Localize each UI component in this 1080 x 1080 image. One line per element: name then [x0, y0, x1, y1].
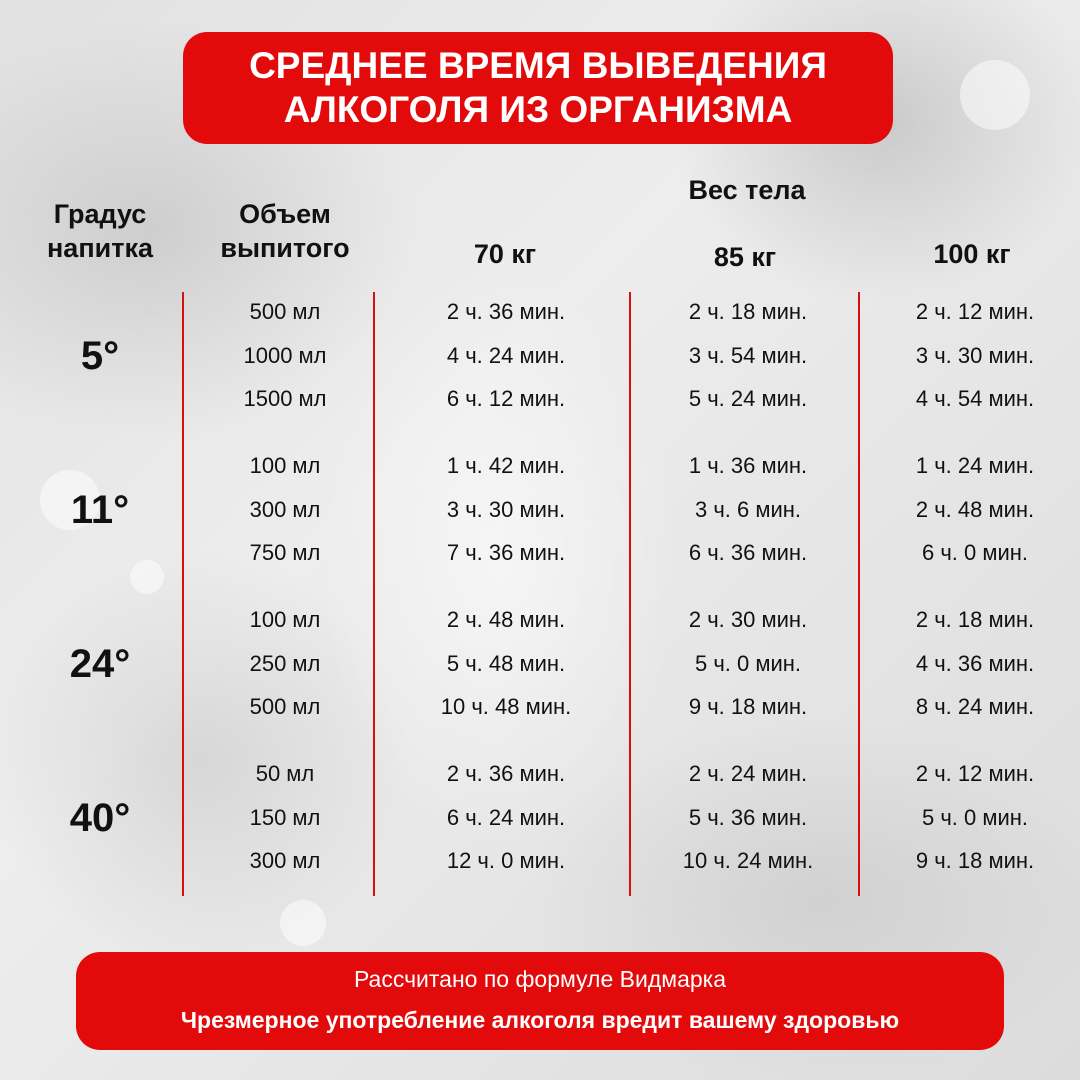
volume-cell: 250 мл [249, 650, 321, 676]
time-100kg-cell: 3 ч. 30 мин. [915, 342, 1035, 368]
time-70kg-cell: 2 ч. 48 мин. [446, 607, 566, 632]
weight-header: Вес тела [688, 175, 806, 205]
time-85kg-cell: 5 ч. 0 мин. [694, 650, 802, 676]
column-divider [629, 292, 631, 896]
time-100kg-cell: 4 ч. 36 мин. [915, 650, 1035, 676]
time-70kg-cell: 2 ч. 36 мин. [446, 761, 566, 786]
volume-cell: 750 мл [249, 540, 321, 565]
time-100kg-cell: 6 ч. 0 мин. [921, 540, 1029, 565]
degree-label: 11° [70, 488, 130, 532]
column-divider [858, 292, 860, 896]
time-70kg-cell: 3 ч. 30 мин. [446, 496, 566, 522]
time-70kg-cell: 6 ч. 12 мин. [446, 386, 566, 411]
volume-header-line-1: Объем [239, 199, 331, 229]
time-70kg-cell: 6 ч. 24 мин. [446, 804, 566, 830]
volume-cell: 150 мл [249, 804, 321, 830]
time-85kg-cell: 2 ч. 24 мин. [688, 761, 808, 786]
time-85kg-cell: 3 ч. 54 мин. [688, 342, 808, 368]
time-85kg-cell: 5 ч. 36 мин. [688, 804, 808, 830]
footer-banner [76, 952, 1004, 1050]
weight-70-header: 70 кг [473, 239, 537, 269]
degree-label: 5° [80, 334, 120, 378]
volume-cell: 100 мл [249, 607, 321, 632]
time-100kg-cell: 2 ч. 48 мин. [915, 496, 1035, 522]
time-100kg-cell: 9 ч. 18 мин. [915, 848, 1035, 873]
degree-header-line-1: Градус [53, 199, 147, 229]
time-100kg-cell: 2 ч. 18 мин. [915, 607, 1035, 632]
degree-header-line-2: напитка [47, 233, 153, 263]
time-70kg-cell: 5 ч. 48 мин. [446, 650, 566, 676]
time-70kg-cell: 10 ч. 48 мин. [440, 694, 572, 719]
time-85kg-cell: 6 ч. 36 мин. [688, 540, 808, 565]
time-85kg-cell: 2 ч. 30 мин. [688, 607, 808, 632]
weight-85-header: 85 кг [713, 242, 777, 272]
title-banner [183, 32, 893, 144]
volume-cell: 100 мл [249, 453, 321, 478]
column-divider [182, 292, 184, 896]
background-bokeh [280, 900, 326, 946]
time-100kg-cell: 5 ч. 0 мин. [921, 804, 1029, 830]
time-70kg-cell: 1 ч. 42 мин. [446, 453, 566, 478]
volume-cell: 1000 мл [243, 342, 327, 368]
time-85kg-cell: 9 ч. 18 мин. [688, 694, 808, 719]
volume-cell: 50 мл [255, 761, 315, 786]
time-70kg-cell: 12 ч. 0 мин. [446, 848, 566, 873]
footer-formula-note: Рассчитано по формуле Видмарка [353, 966, 727, 992]
weight-100-header: 100 кг [933, 239, 1011, 269]
time-70kg-cell: 2 ч. 36 мин. [446, 299, 566, 324]
time-85kg-cell: 10 ч. 24 мин. [682, 848, 814, 873]
time-100kg-cell: 2 ч. 12 мин. [915, 299, 1035, 324]
volume-header [190, 197, 380, 265]
volume-cell: 300 мл [249, 496, 321, 522]
time-100kg-cell: 8 ч. 24 мин. [915, 694, 1035, 719]
time-85kg-cell: 3 ч. 6 мин. [694, 496, 802, 522]
title-line-2: АЛКОГОЛЯ ИЗ ОРГАНИЗМА [283, 89, 793, 130]
volume-cell: 300 мл [249, 848, 321, 873]
volume-cell: 500 мл [249, 299, 321, 324]
title-line-1: СРЕДНЕЕ ВРЕМЯ ВЫВЕДЕНИЯ [249, 45, 827, 86]
background-bokeh [130, 560, 164, 594]
time-100kg-cell: 4 ч. 54 мин. [915, 386, 1035, 411]
time-70kg-cell: 7 ч. 36 мин. [446, 540, 566, 565]
background-bokeh [960, 60, 1030, 130]
time-85kg-cell: 5 ч. 24 мин. [688, 386, 808, 411]
footer-health-warning: Чрезмерное употребление алкоголя вредит вашему здоровью [180, 1007, 900, 1033]
time-70kg-cell: 4 ч. 24 мин. [446, 342, 566, 368]
time-85kg-cell: 2 ч. 18 мин. [688, 299, 808, 324]
degree-label: 24° [69, 642, 131, 686]
degree-header [20, 197, 180, 265]
degree-label: 40° [69, 796, 131, 840]
time-100kg-cell: 1 ч. 24 мин. [915, 453, 1035, 478]
time-85kg-cell: 1 ч. 36 мин. [688, 453, 808, 478]
time-100kg-cell: 2 ч. 12 мин. [915, 761, 1035, 786]
volume-cell: 500 мл [249, 694, 321, 719]
volume-cell: 1500 мл [243, 386, 327, 411]
volume-header-line-2: выпитого [220, 233, 350, 263]
